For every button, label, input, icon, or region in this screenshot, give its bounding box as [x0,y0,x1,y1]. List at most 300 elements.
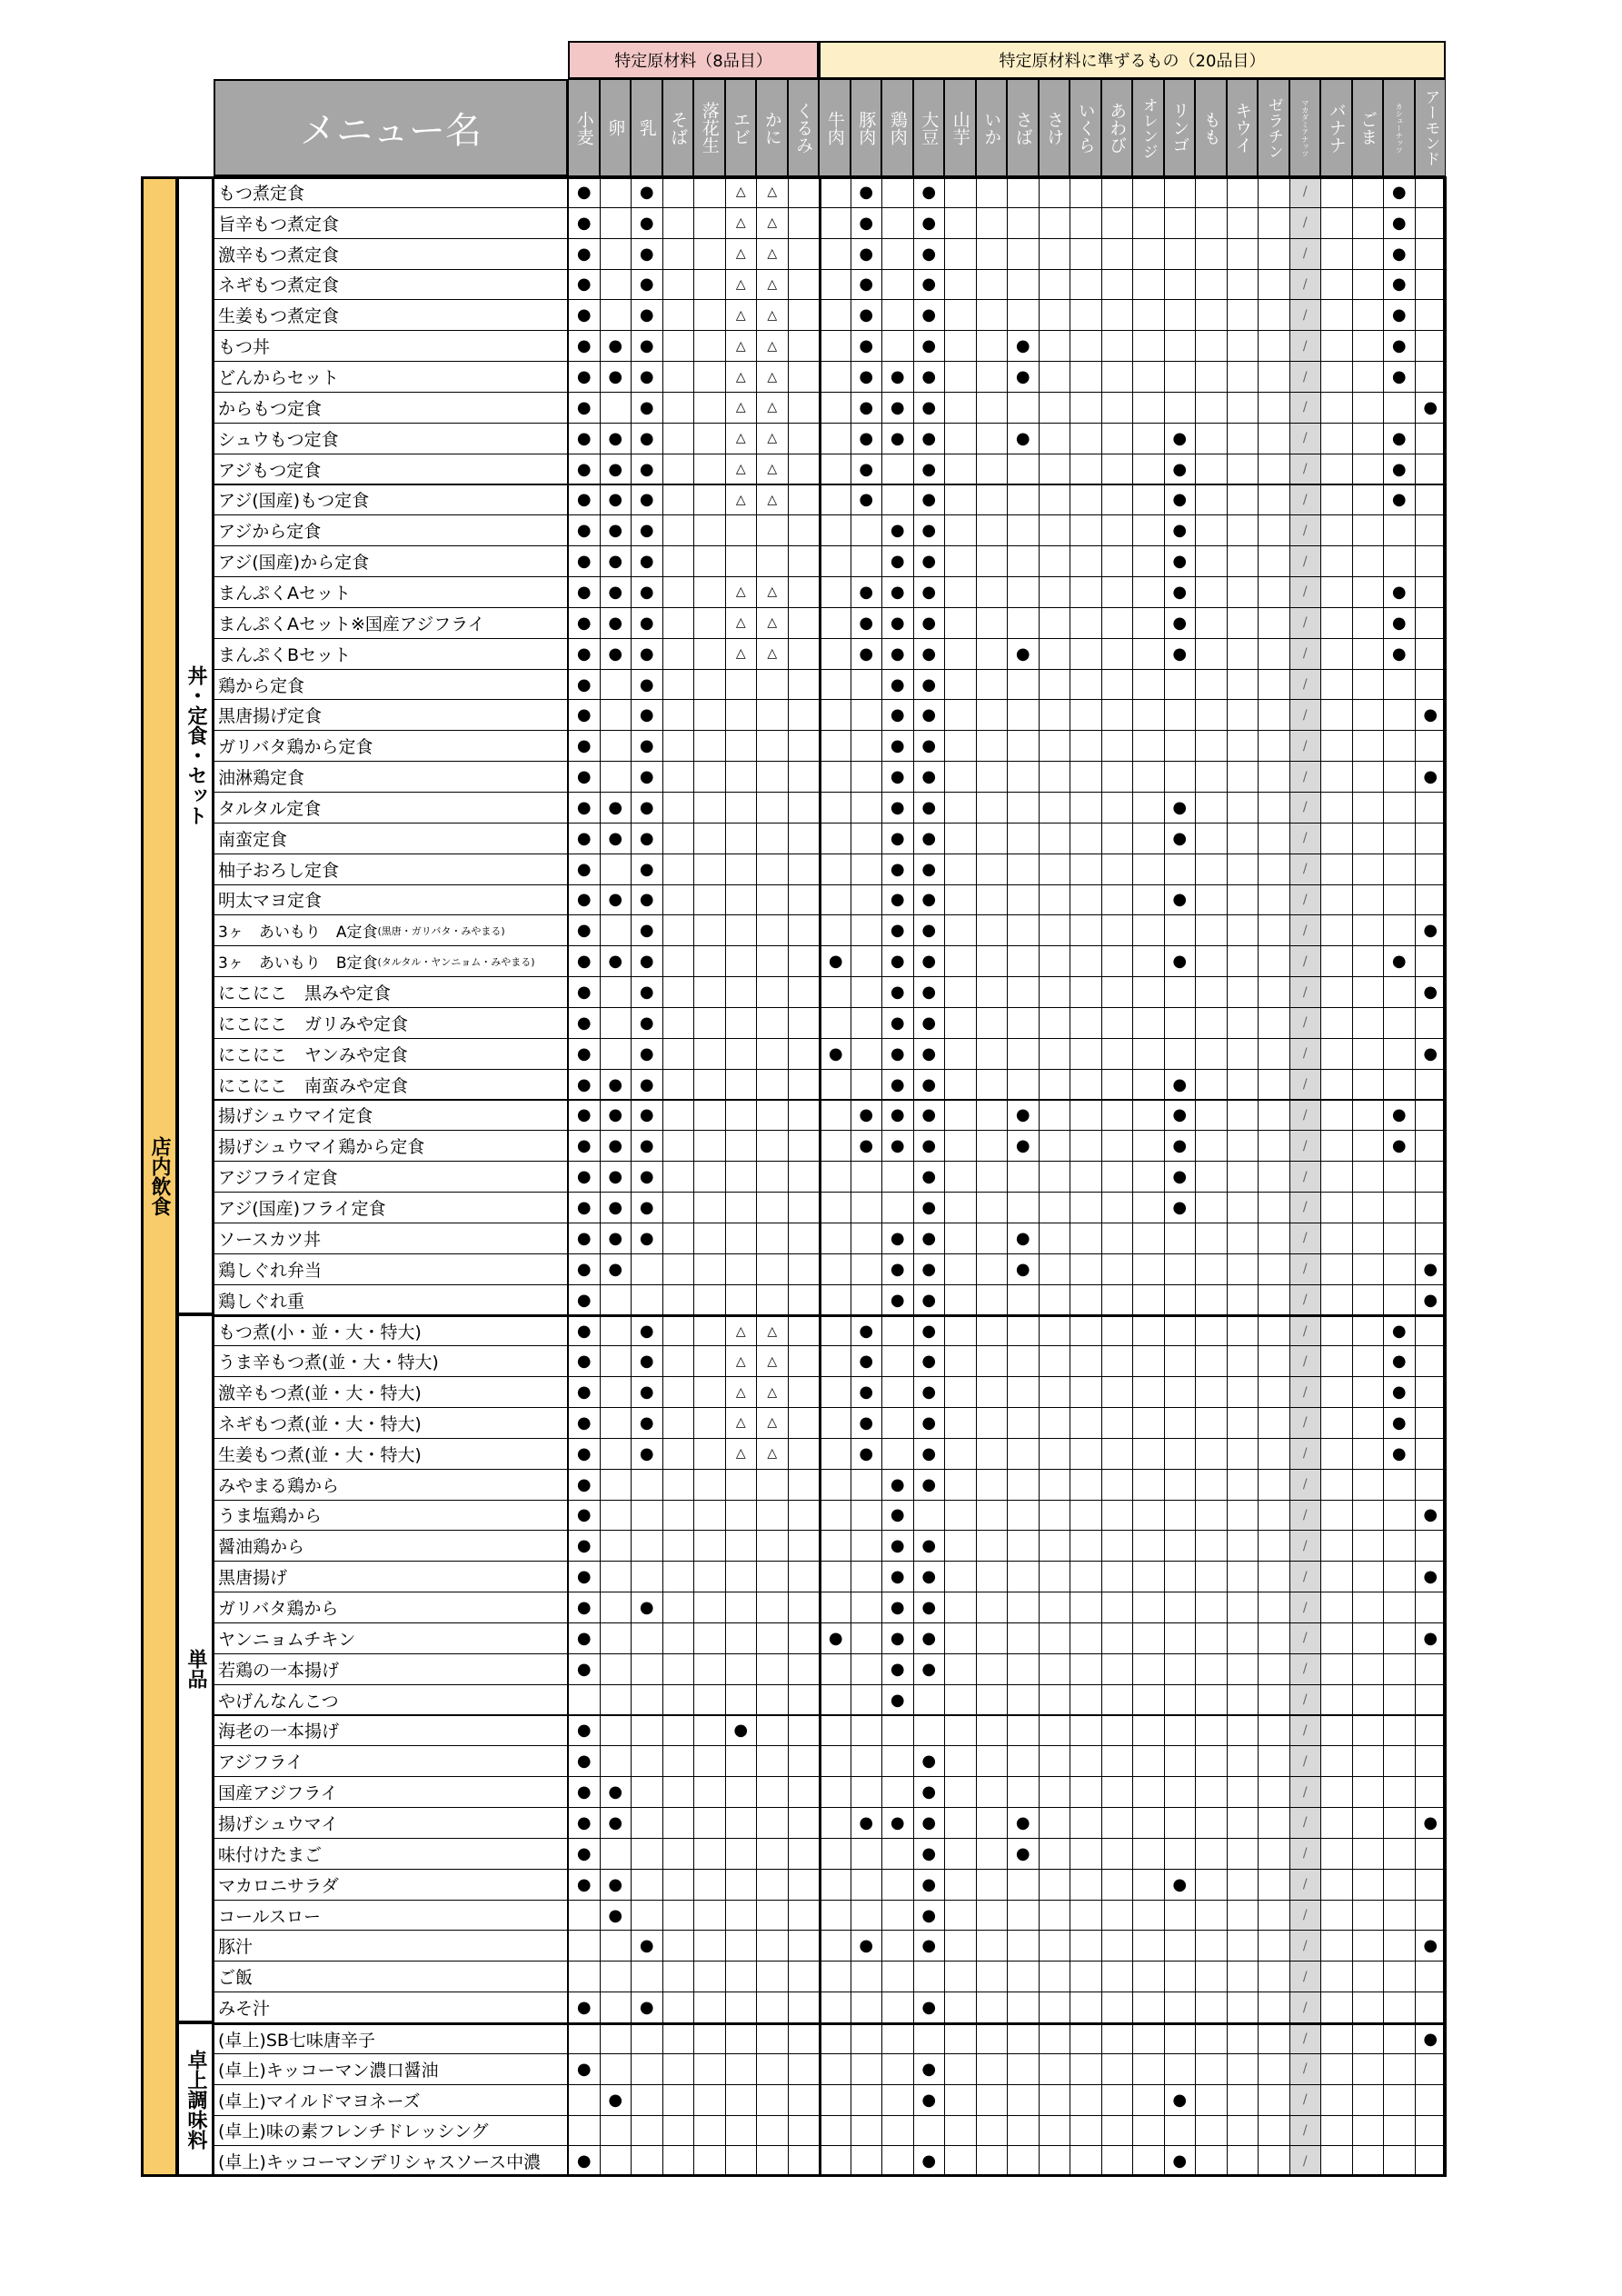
allergen-cell [1415,454,1448,485]
allergen-cell [851,484,883,516]
allergen-cell [693,1100,726,1132]
allergen-cell [600,1869,632,1901]
allergen-cell [1195,484,1228,516]
menu-item-name [214,2053,568,2085]
na-mark: / [1302,1815,1308,1831]
menu-item-name [214,1376,568,1408]
allergen-cell [913,1192,946,1223]
allergen-cell [1352,1007,1385,1039]
allergen-cell [819,1376,851,1408]
allergen-cell [1195,207,1228,239]
menu-item-label: にこにこ 南蛮みや定食 [218,1075,409,1096]
allergen-cell [1132,299,1165,331]
na-mark: / [1302,276,1308,292]
allergen-cell [1320,945,1353,977]
allergen-cell [1352,484,1385,516]
allergen-cell [662,884,695,916]
allergen-cell [819,1745,851,1777]
menu-item-label: (卓上)SB七味唐辛子 [218,2030,375,2051]
allergen-cell [662,1314,695,1346]
allergen-cell [1039,2145,1071,2177]
allergen-cell [756,2115,789,2147]
allergen-cell [1352,1900,1385,1932]
contains-mark: ● [921,1536,937,1556]
allergen-cell [1415,1592,1448,1623]
contains-mark: ● [576,1659,592,1679]
allergen-cell [1195,1684,1228,1716]
allergen-cell [725,638,758,670]
allergen-cell [1101,1838,1134,1870]
allergen-cell [913,576,946,608]
allergen-cell [568,1007,601,1039]
allergen-cell [1039,638,1071,670]
allergen-cell [788,238,821,270]
allergen-cell [1352,1530,1385,1562]
allergen-cell [756,330,789,362]
allergen-cell [1289,1992,1322,2023]
allergen-cell [1101,945,1134,977]
allergen-cell [725,1161,758,1193]
menu-item-label: うま辛もつ煮(並・大・特大) [218,1353,439,1373]
contains-mark: ● [890,1013,905,1033]
menu-item-label: 生姜もつ煮定食 [218,306,340,327]
allergen-cell [1132,454,1165,485]
allergen-cell [1070,1469,1102,1501]
allergen-cell [788,730,821,762]
allergen-cell [944,1776,977,1808]
allergen-cell [851,361,883,393]
contains-mark: ● [576,1443,592,1463]
contains-mark: ● [1172,828,1188,848]
allergen-cell [913,361,946,393]
allergen-cell [1070,1807,1102,1839]
allergen-cell [819,484,851,516]
allergen-cell [1039,1992,1071,2023]
allergen-cell [693,1223,726,1254]
allergen-cell [851,945,883,977]
allergen-cell [1227,2115,1259,2147]
allergen-cell [1415,1622,1448,1654]
menu-item-name [214,1469,568,1501]
allergen-cell [600,1592,632,1623]
allergen-cell [944,669,977,701]
allergen-cell [1164,1007,1197,1039]
allergen-cell [568,1314,601,1346]
allergen-cell [1289,1130,1322,1162]
allergen-cell [1383,1715,1416,1747]
allergen-cell [913,1100,946,1132]
allergen-cell [1258,1592,1290,1623]
allergen-cell [568,945,601,977]
allergen-cell [1383,699,1416,731]
allergen-cell [913,1438,946,1470]
allergen-cell [913,638,946,670]
allergen-cell [756,607,789,639]
allergen-cell [693,299,726,331]
allergen-cell [1132,1900,1165,1932]
maybe-mark: △ [767,246,778,262]
contains-mark: ● [890,613,905,633]
allergen-cell [725,1007,758,1039]
allergen-cell [1039,576,1071,608]
contains-mark: ● [1391,582,1407,602]
allergen-cell [851,1992,883,2023]
allergen-cell [1007,1100,1040,1132]
allergen-cell [1101,514,1134,546]
allergen-cell [1101,454,1134,485]
allergen-cell [725,1561,758,1592]
allergen-cell [976,1961,1009,1992]
allergen-cell [1227,1223,1259,1254]
contains-mark: ● [608,1074,623,1094]
allergen-cell [1227,1161,1259,1193]
allergen-cell [1320,1192,1353,1223]
allergen-cell [851,1469,883,1501]
allergen-cell [693,514,726,546]
allergen-cell [881,1992,914,2023]
allergen-cell [568,1376,601,1408]
contains-mark: ● [921,1936,937,1956]
allergen-cell [1352,1345,1385,1377]
allergen-cell [881,884,914,916]
allergen-cell [1289,1407,1322,1439]
allergen-cell [693,1807,726,1839]
allergen-cell [1320,1345,1353,1377]
na-mark: / [1302,1353,1308,1369]
allergen-cell [693,1930,726,1962]
allergen-cell [913,392,946,424]
contains-mark: ● [576,1628,592,1648]
allergen-cell [788,1130,821,1162]
allergen-cell [788,1223,821,1254]
allergen-cell [1383,2115,1416,2147]
menu-item-name [214,1622,568,1654]
allergen-cell [631,884,663,916]
contains-mark: ● [576,552,592,572]
contains-mark: ● [921,828,937,848]
allergen-cell [1320,1992,1353,2023]
allergen-cell [1070,976,1102,1008]
allergen-cell [913,1715,946,1747]
allergen-cell [1320,699,1353,731]
maybe-mark: △ [735,276,746,292]
allergen-cell [631,761,663,793]
allergen-cell [693,576,726,608]
allergen-cell [631,1653,663,1685]
allergen-cell [1289,1500,1322,1532]
allergen-cell [976,1869,1009,1901]
allergen-cell [1070,1745,1102,1777]
menu-item-name [214,1745,568,1777]
allergen-cell [819,607,851,639]
allergen-cell [1070,1992,1102,2023]
allergen-cell [631,2084,663,2116]
allergen-cell [1039,2053,1071,2085]
allergen-cell [1195,914,1228,946]
allergen-cell [568,1622,601,1654]
allergen-cell [1132,1469,1165,1501]
menu-item-name [214,1530,568,1562]
contains-mark: ● [890,1105,905,1125]
allergen-cell [1383,884,1416,916]
allergen-cell [1132,1038,1165,1070]
allergen-cell [756,1807,789,1839]
allergen-cell [1415,854,1448,885]
allergen-cell [1227,514,1259,546]
allergen-cell [568,361,601,393]
allergen-cell [976,1622,1009,1654]
allergen-cell [1289,1253,1322,1285]
allergen-cell [1289,1192,1322,1223]
menu-item-name [214,269,568,301]
allergen-cell [1289,2022,1322,2054]
allergen-cell [568,792,601,824]
allergen-cell [913,1376,946,1408]
allergen-cell [788,792,821,824]
contains-mark: ● [859,1105,874,1125]
allergen-cell [788,176,821,208]
allergen-cell [1289,330,1322,362]
contains-mark: ● [639,952,654,972]
contains-mark: ● [890,1136,905,1156]
allergen-cell [976,1900,1009,1932]
allergen-cell [944,1376,977,1408]
allergen-cell [1352,1223,1385,1254]
contains-mark: ● [921,244,937,264]
allergen-cell [976,638,1009,670]
allergen-cell [1289,1284,1322,1316]
allergen-cell [1039,514,1071,546]
allergen-cell [1289,484,1322,516]
contains-mark: ● [639,182,654,202]
allergen-cell [1039,1900,1071,1932]
allergen-cell [1258,1869,1290,1901]
menu-item-label: 味付けたまご [218,1844,323,1865]
allergen-cell [1007,207,1040,239]
contains-mark: ● [576,952,592,972]
allergen-cell [1101,884,1134,916]
allergen-cell [1164,1807,1197,1839]
allergen-cell [631,514,663,546]
contains-mark: ● [576,736,592,756]
allergen-cell [913,607,946,639]
allergen-cell [1415,423,1448,454]
allergen-cell [913,176,946,208]
allergen-cell [1007,1715,1040,1747]
allergen-cell [1164,361,1197,393]
allergen-cell [1227,1192,1259,1223]
allergen-cell [1352,1715,1385,1747]
allergen-cell [1383,945,1416,977]
na-mark: / [1302,554,1308,569]
allergen-cell [913,299,946,331]
sub-category-label: 丼・定食・セット [184,665,207,826]
allergen-cell [881,361,914,393]
allergen-cell [1258,361,1290,393]
allergen-cell [1289,2084,1322,2116]
allergen-cell [1320,1838,1353,1870]
allergen-cell [1383,392,1416,424]
na-mark: / [1302,1384,1308,1400]
allergen-cell [1383,1500,1416,1532]
allergen-cell [568,1869,601,1901]
allergen-cell [1415,1500,1448,1532]
allergen-cell [1320,669,1353,701]
allergen-cell [725,576,758,608]
allergen-cell [662,1838,695,1870]
contains-mark: ● [859,428,874,448]
na-mark: / [1302,738,1308,754]
contains-mark: ● [639,1136,654,1156]
allergen-cell [1352,545,1385,577]
allergen-cell [1258,1192,1290,1223]
allergen-cell [913,1469,946,1501]
allergen-cell [662,638,695,670]
allergen-cell [1320,2053,1353,2085]
allergen-cell [1258,1038,1290,1070]
allergen-cell [1164,638,1197,670]
allergen-cell [1383,854,1416,885]
allergen-cell [913,2022,946,2054]
allergen-cell [568,1469,601,1501]
allergen-cell [1289,1745,1322,1777]
allergen-cell [756,514,789,546]
allergen-cell [1132,1776,1165,1808]
allergen-header-13 [976,79,1008,176]
allergen-cell [1320,1684,1353,1716]
allergen-cell [693,269,726,301]
allergen-cell [788,1869,821,1901]
allergen-cell [1164,330,1197,362]
allergen-cell [1383,1376,1416,1408]
contains-mark: ● [1391,1413,1407,1433]
allergen-cell [1352,2145,1385,2177]
allergen-cell [1289,2145,1322,2177]
allergen-cell [725,514,758,546]
allergen-cell [788,1684,821,1716]
allergen-cell [600,1807,632,1839]
allergen-cell [788,1930,821,1962]
allergen-cell [1195,299,1228,331]
allergen-cell [725,238,758,270]
contains-mark: ● [639,336,654,356]
menu-item-label: 黒唐揚げ定食 [218,706,323,727]
allergen-cell [1258,1469,1290,1501]
contains-mark: ● [890,767,905,787]
allergen-label: マカダミアナッツ [1300,98,1309,157]
allergen-cell [631,1376,663,1408]
allergen-cell [819,1130,851,1162]
allergen-cell [756,2022,789,2054]
allergen-cell [788,945,821,977]
maybe-mark: △ [767,1415,778,1431]
allergen-cell [1415,1869,1448,1901]
allergen-cell [1195,1223,1228,1254]
contains-mark: ● [576,1074,592,1094]
contains-mark: ● [1423,2029,1438,2049]
allergen-cell [1164,1838,1197,1870]
allergen-cell [851,1807,883,1839]
allergen-cell [631,1038,663,1070]
allergen-cell [1070,1684,1102,1716]
allergen-cell [819,669,851,701]
allergen-cell [944,1684,977,1716]
allergen-cell [725,1715,758,1747]
allergen-cell [1132,238,1165,270]
allergen-cell [944,1592,977,1623]
contains-mark: ● [608,1197,623,1217]
allergen-cell [819,1715,851,1747]
allergen-cell [756,1869,789,1901]
allergen-cell [631,1438,663,1470]
contains-mark: ● [859,305,874,325]
allergen-cell [693,1684,726,1716]
contains-mark: ● [921,644,937,664]
allergen-cell [693,484,726,516]
allergen-cell [631,1530,663,1562]
allergen-cell [756,945,789,977]
allergen-cell [1415,730,1448,762]
allergen-cell [631,1715,663,1747]
contains-mark: ● [921,582,937,602]
allergen-cell [851,607,883,639]
allergen-cell [819,269,851,301]
allergen-cell [1352,914,1385,946]
allergen-cell [756,1592,789,1623]
allergen-cell [976,1561,1009,1592]
allergen-cell [1415,884,1448,916]
allergen-cell [1039,1961,1071,1992]
allergen-cell [693,1653,726,1685]
allergen-cell [1258,1530,1290,1562]
allergen-cell [851,2053,883,2085]
menu-item-label: まんぷくAセット※国産アジフライ [218,614,485,634]
allergen-cell [819,1469,851,1501]
allergen-cell [631,1869,663,1901]
allergen-cell [1101,1684,1134,1716]
maybe-mark: △ [735,215,746,231]
allergen-cell [1320,884,1353,916]
allergen-cell [1101,761,1134,793]
menu-item-label: もつ煮(小・並・大・特大) [218,1323,422,1343]
allergen-cell [1320,1284,1353,1316]
allergen-cell [1320,1130,1353,1162]
allergen-cell [913,699,946,731]
allergen-cell [1258,1992,1290,2023]
menu-item-name [214,1069,568,1101]
na-mark: / [1302,1293,1308,1308]
allergen-cell [944,2053,977,2085]
allergen-cell [1415,638,1448,670]
allergen-cell [881,699,914,731]
allergen-cell [1195,1930,1228,1962]
allergen-cell [756,884,789,916]
allergen-cell [1415,1038,1448,1070]
allergen-cell [881,976,914,1008]
allergen-cell [600,945,632,977]
allergen-cell [756,1007,789,1039]
allergen-cell [1320,1469,1353,1501]
na-mark: / [1302,1077,1308,1093]
allergen-label: 乳 [636,119,657,136]
allergen-cell [725,669,758,701]
allergen-cell [568,269,601,301]
contains-mark: ● [576,1043,592,1063]
menu-item-name [214,1253,568,1285]
allergen-cell [1227,423,1259,454]
allergen-cell [1101,1161,1134,1193]
contains-mark: ● [921,2090,937,2110]
